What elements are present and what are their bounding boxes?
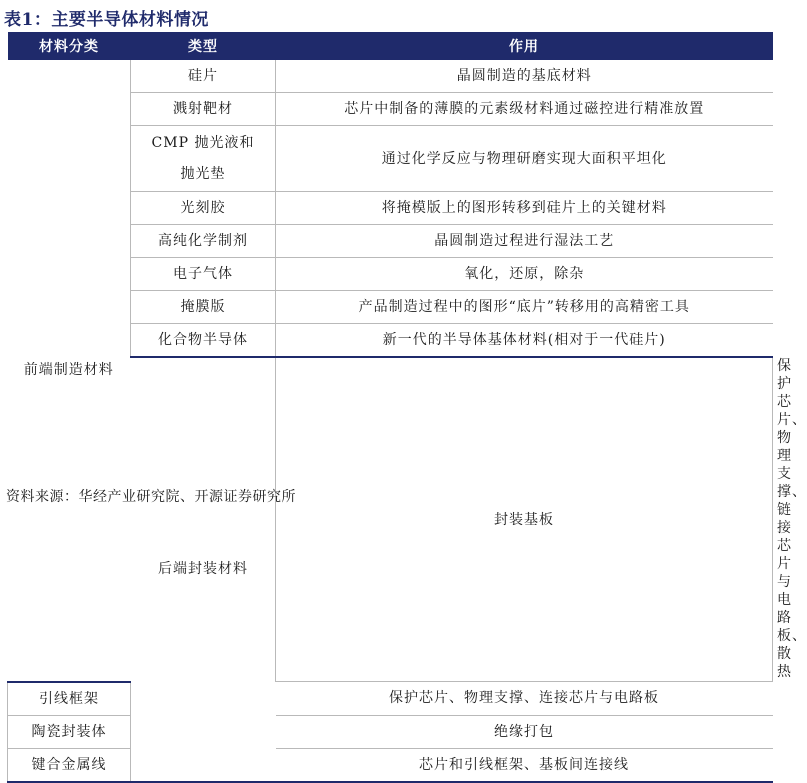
- type-cell: 硅片: [131, 60, 276, 93]
- table-title: 表1：主要半导体材料情况: [4, 10, 209, 30]
- use-cell: 晶圆制造的基底材料: [276, 60, 773, 93]
- use-cell: 保护芯片、物理支撑、连接芯片与电路板: [276, 682, 773, 716]
- type-cell: 键合金属线: [8, 748, 131, 782]
- type-cell: 高纯化学制剂: [131, 225, 276, 258]
- type-cell: 电子气体: [131, 258, 276, 291]
- type-cell: 引线框架: [8, 682, 131, 716]
- source-note: 资料来源：华经产业研究院、开源证券研究所: [6, 489, 296, 505]
- use-cell: 芯片和引线框架、基板间连接线: [276, 748, 773, 782]
- type-line-2: 抛光垫: [180, 165, 226, 182]
- type-cell: 陶瓷封装体: [8, 715, 131, 748]
- use-cell: 将掩模版上的图形转移到硅片上的关键材料: [276, 192, 773, 225]
- type-cell: 光刻胶: [131, 192, 276, 225]
- type-cell: 溅射靶材: [131, 93, 276, 126]
- materials-table-container: [7, 32, 807, 783]
- use-cell: 氧化，还原，除杂: [276, 258, 773, 291]
- type-line-1: CMP 抛光液和: [151, 134, 255, 151]
- use-cell: 新一代的半导体基体材料(相对于一代硅片): [276, 324, 773, 358]
- header-category: 材料分类: [8, 32, 131, 60]
- table-row: 后端封装材料 封装基板 保护芯片、物理支撑、链接芯片与电路板、散热: [8, 357, 773, 682]
- header-use: 作用: [276, 32, 773, 60]
- use-cell: 晶圆制造过程进行湿法工艺: [276, 225, 773, 258]
- materials-table: [7, 32, 807, 783]
- category-front-end: 前端制造材料: [8, 60, 131, 682]
- table-row: [8, 715, 773, 748]
- table-row: [8, 60, 773, 93]
- use-cell: 通过化学反应与物理研磨实现大面积平坦化: [276, 126, 773, 192]
- use-cell: 绝缘打包: [276, 715, 773, 748]
- category-back-end: 后端封装材料: [131, 357, 276, 782]
- use-cell: 芯片中制备的薄膜的元素级材料通过磁控进行精准放置: [276, 93, 773, 126]
- use-cell: 产品制造过程中的图形“底片”转移用的高精密工具: [276, 291, 773, 324]
- table-header-row: [8, 32, 773, 60]
- type-cell: 化合物半导体: [131, 324, 276, 358]
- table-row: [8, 748, 773, 782]
- header-type: 类型: [131, 32, 276, 60]
- type-cell: 掩膜版: [131, 291, 276, 324]
- type-cell: 封装基板: [276, 357, 773, 682]
- type-cell: [131, 126, 276, 192]
- table-row: [8, 682, 773, 716]
